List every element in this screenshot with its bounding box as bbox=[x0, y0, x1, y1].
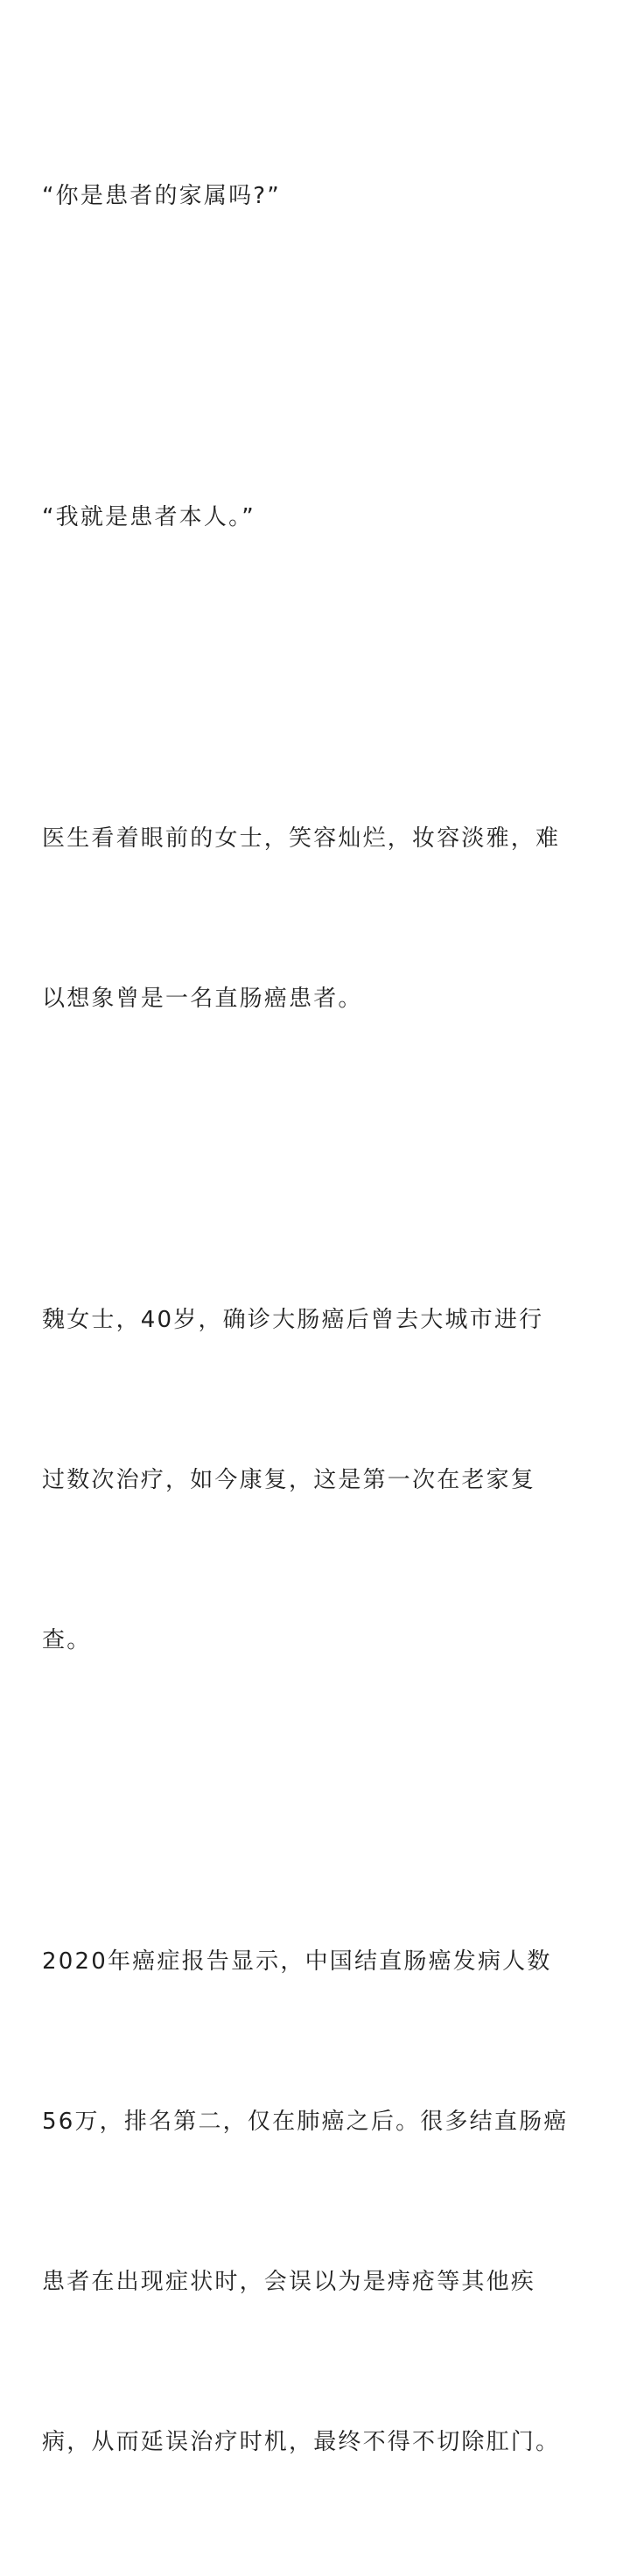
paragraph-line: 以想象曾是一名直肠癌患者。 bbox=[42, 986, 363, 1012]
paragraph-line: 患者在出现症状时，会误以为是痔疮等其他疾 bbox=[42, 2269, 536, 2295]
paragraph-line: “我就是患者本人。” bbox=[42, 504, 256, 530]
paragraph-line: 医生看着眼前的女士，笑容灿烂，妆容淡雅，难 bbox=[42, 825, 561, 852]
paragraph-line: 魏女士，40岁，确诊大肠癌后曾去大城市进行 bbox=[42, 1307, 544, 1333]
paragraph-line: “你是患者的家属吗?” bbox=[42, 183, 281, 209]
paragraph-cancer-report bbox=[42, 1828, 592, 2576]
paragraph-doctor-observation bbox=[42, 705, 592, 1133]
paragraph-line: 查。 bbox=[42, 1627, 92, 1653]
paragraph-line: 2020年癌症报告显示，中国结直肠癌发病人数 bbox=[42, 1948, 552, 1975]
paragraph-question bbox=[42, 63, 592, 330]
paragraph-patient-background bbox=[42, 1187, 592, 1774]
paragraph-line: 56万，排名第二，仅在肺癌之后。很多结直肠癌 bbox=[42, 2109, 569, 2135]
paragraph-line: 过数次治疗，如今康复，这是第一次在老家复 bbox=[42, 1467, 536, 1493]
paragraph-answer bbox=[42, 384, 592, 651]
article-body bbox=[42, 63, 592, 2576]
paragraph-line: 病，从而延误治疗时机，最终不得不切除肛门。 bbox=[42, 2429, 561, 2455]
